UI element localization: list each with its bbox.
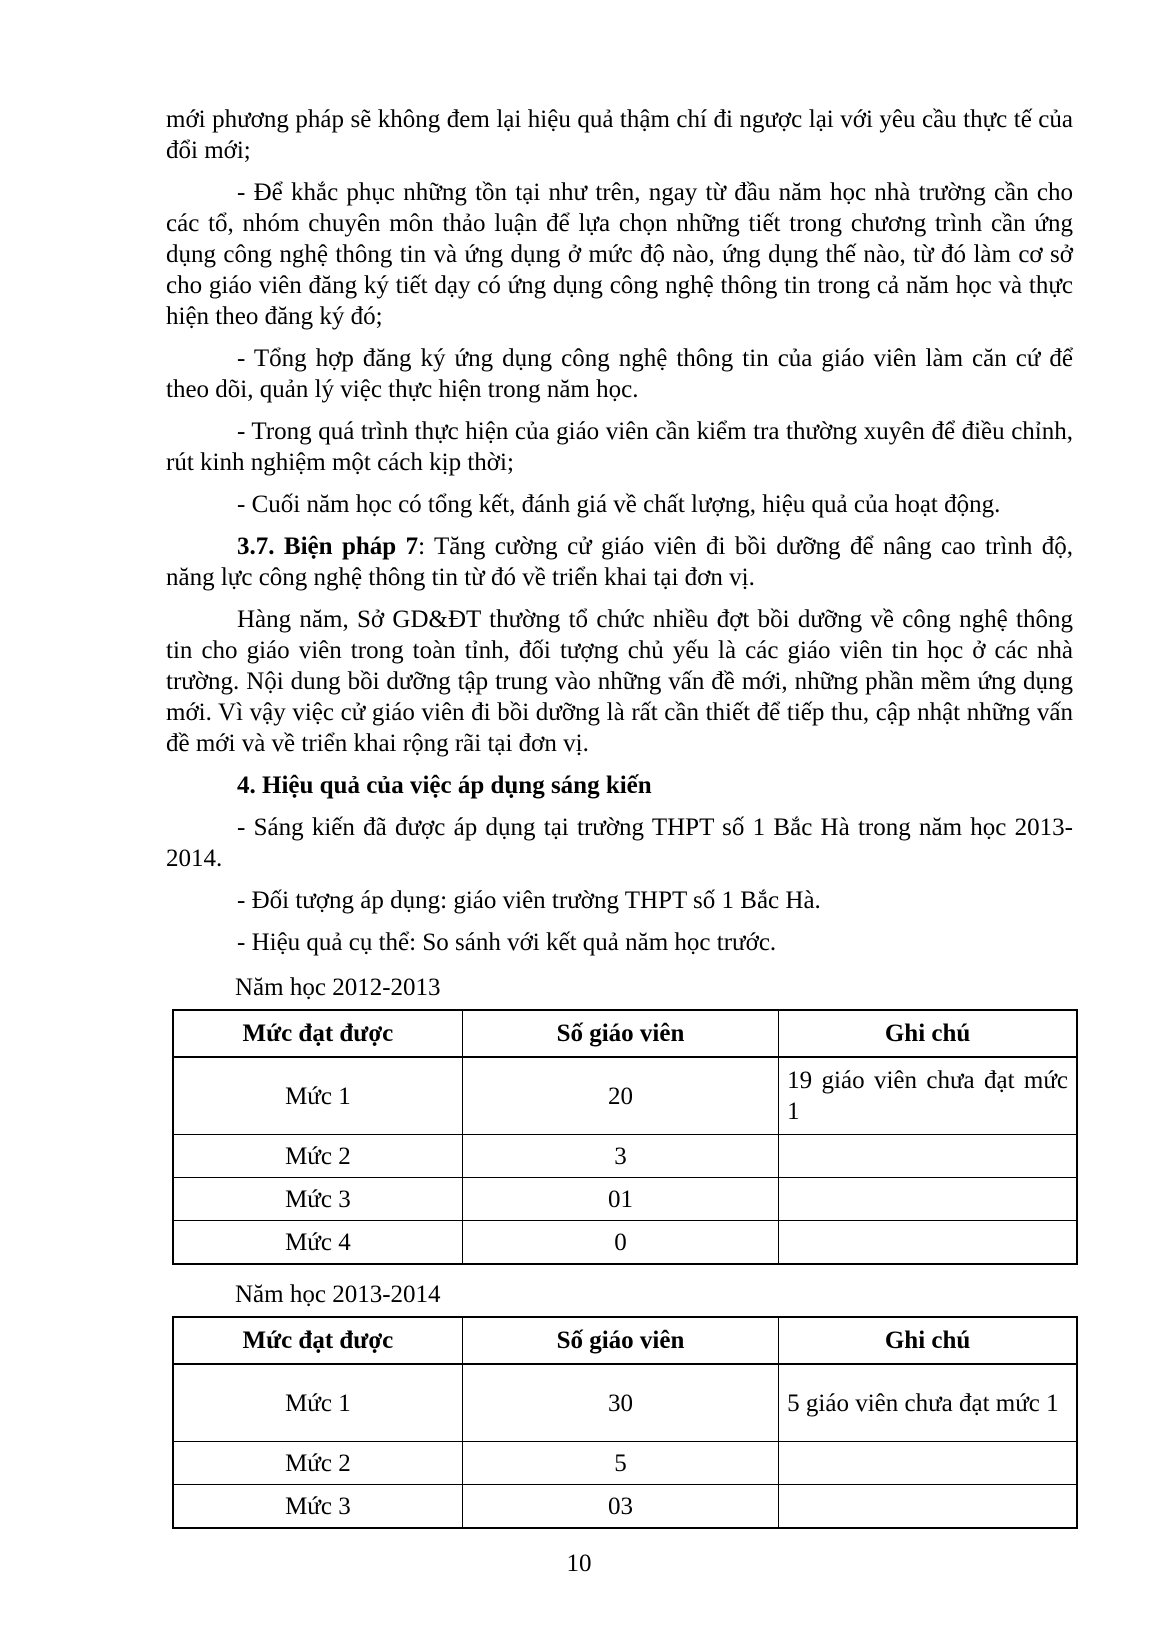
cell-note: 19 giáo viên chưa đạt mức 1 [779,1057,1077,1135]
results-table-2013-2014 [172,1316,1078,1529]
table-row [173,1135,1077,1178]
cell-note [779,1178,1077,1221]
header-note: Ghi chú [779,1317,1077,1364]
table-row [173,1221,1077,1265]
measure-7-text: : Tăng cường cử giáo viên đi bồi dưỡng để nâng cao trình độ, năng lực công nghệ thông tin từ đó về triển khai tại đơn vị. [166,533,1073,591]
page-number: 10 [566,1550,592,1577]
paragraph-continuation: mới phương pháp sẽ không đem lại hiệu quả thậm chí đi ngược lại với yêu cầu thực tế của đổi mới; [166,106,1073,164]
cell-level: Mức 1 [173,1364,462,1442]
cell-level: Mức 1 [173,1057,462,1135]
table-row [173,1485,1077,1529]
cell-count: 0 [462,1221,778,1265]
paragraph-monitoring: - Trong quá trình thực hiện của giáo viên cần kiểm tra thường xuyên để điều chỉnh, rút kinh nghiệm một cách kịp thời; [166,418,1073,476]
paragraph-applied-subjects: - Đối tượng áp dụng: giáo viên trường THPT số 1 Bắc Hà. [237,887,821,914]
header-teacher-count: Số giáo viên [462,1317,778,1364]
paragraph-applied-school: - Sáng kiến đã được áp dụng tại trường THPT số 1 Bắc Hà trong năm học 2013-2014. [166,814,1073,872]
cell-note [779,1135,1077,1178]
header-teacher-count: Số giáo viên [462,1010,778,1057]
table-header-row [173,1010,1077,1057]
document-content [166,104,1073,1529]
cell-note [779,1485,1077,1529]
table-row [173,1057,1077,1135]
table-row [173,1364,1077,1442]
cell-level: Mức 2 [173,1442,462,1485]
header-level: Mức đạt được [173,1317,462,1364]
cell-count: 20 [462,1057,778,1135]
cell-count: 01 [462,1178,778,1221]
cell-count: 5 [462,1442,778,1485]
header-level: Mức đạt được [173,1010,462,1057]
results-table-2012-2013 [172,1009,1078,1265]
cell-level: Mức 4 [173,1221,462,1265]
measure-7-title: 3.7. Biện pháp 7 [237,533,419,560]
header-note: Ghi chú [779,1010,1077,1057]
cell-note [779,1442,1077,1485]
cell-level: Mức 3 [173,1485,462,1529]
paragraph-summary-registration: - Tổng hợp đăng ký ứng dụng công nghệ thông tin của giáo viên làm căn cứ để theo dõi, quản lý việc thực hiện trong năm học. [166,345,1073,403]
paragraph-remedy: - Để khắc phục những tồn tại như trên, ngay từ đầu năm học nhà trường cần cho các tổ, nhóm chuyên môn thảo luận để lựa chọn những tiết trong chương trình cần ứng dụng công nghệ thông tin và ứng dụng ở mức độ nào, ứng dụng thế nào, từ đó làm cơ sở cho giáo viên đăng ký tiết dạy có ứng dụng công nghệ thông tin trong cả năm học và thực hiện theo đăng ký đó; [166,179,1073,330]
cell-level: Mức 3 [173,1178,462,1221]
cell-note [779,1221,1077,1265]
table-header-row [173,1317,1077,1364]
table-label-2012-2013: Năm học 2012-2013 [235,974,441,1001]
cell-level: Mức 2 [173,1135,462,1178]
paragraph-year-end-review: - Cuối năm học có tổng kết, đánh giá về chất lượng, hiệu quả của hoạt động. [237,491,1001,518]
cell-note: 5 giáo viên chưa đạt mức 1 [779,1364,1077,1442]
table-label-2013-2014: Năm học 2013-2014 [235,1281,441,1308]
table-row [173,1442,1077,1485]
section-heading-4: 4. Hiệu quả của việc áp dụng sáng kiến [237,772,652,799]
cell-count: 3 [462,1135,778,1178]
table-row [173,1178,1077,1221]
paragraph-effect-comparison: - Hiệu quả cụ thể: So sánh với kết quả năm học trước. [237,929,777,956]
paragraph-training: Hàng năm, Sở GD&ĐT thường tổ chức nhiều đợt bồi dưỡng về công nghệ thông tin cho giáo viên trong toàn tỉnh, đối tượng chủ yếu là các giáo viên tin học ở các nhà trường. Nội dung bồi dưỡng tập trung vào những vấn đề mới, những phần mềm ứng dụng mới. Vì vậy việc cử giáo viên đi bồi dưỡng là rất cần thiết để tiếp thu, cập nhật những vấn đề mới và về triển khai rộng rãi tại đơn vị. [166,606,1073,757]
cell-count: 30 [462,1364,778,1442]
cell-count: 03 [462,1485,778,1529]
paragraph-measure-7 [166,531,1073,593]
